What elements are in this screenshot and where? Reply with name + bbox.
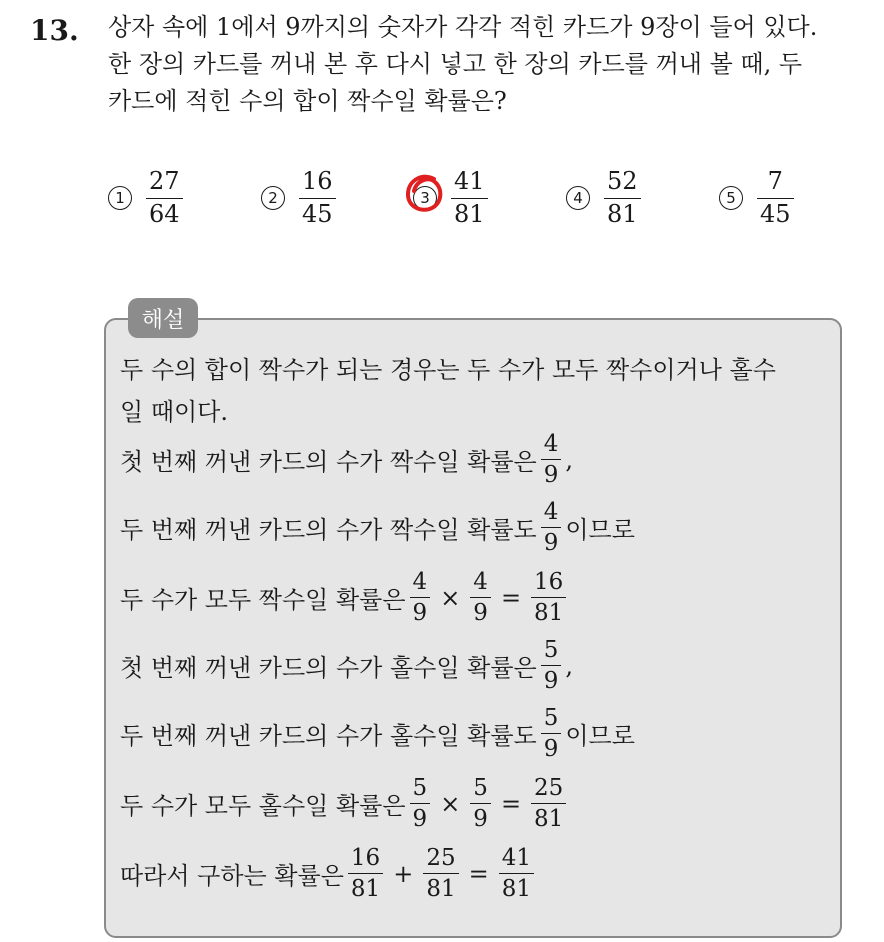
choice-number: 2 (261, 186, 285, 210)
fraction: $\frac{16}{81}$ (531, 570, 566, 625)
choice-fraction: $\frac{41}{81}$ (451, 169, 488, 226)
choice-fraction: $\frac{7}{45}$ (757, 169, 794, 226)
solution-badge: 해설 (128, 298, 198, 338)
choice-number: 5 (719, 186, 743, 210)
question-line-2: 한 장의 카드를 꺼내 본 후 다시 넣고 한 장의 카드를 꺼내 볼 때, 두 (108, 50, 803, 78)
fraction: $\frac{4}{9}$ (470, 570, 491, 625)
fraction: $\frac{16}{81}$ (348, 846, 383, 901)
choice-1[interactable] (108, 166, 183, 230)
choice-2[interactable] (261, 166, 336, 230)
solution-line-2: 일 때이다. (120, 398, 228, 426)
solution-line-9: 따라서 구하는 확률은 $\frac{16}{81}$ + $\frac{25}{81}$ = $\frac{41}{81}$ (120, 846, 538, 901)
fraction: $\frac{4}{9}$ (541, 500, 562, 555)
solution-line-3: 첫 번째 꺼낸 카드의 수가 짝수일 확률은 $\frac{4}{9}$ , (120, 431, 573, 489)
question-number: 13. (30, 14, 79, 47)
fraction: $\frac{4}{9}$ (410, 570, 431, 625)
question-line-3: 카드에 적힌 수의 합이 짝수일 확률은? (108, 87, 507, 115)
solution-line-6: 첫 번째 꺼낸 카드의 수가 홀수일 확률은 $\frac{5}{9}$ , (120, 637, 573, 695)
choice-4[interactable] (566, 166, 641, 230)
choice-fraction: $\frac{27}{64}$ (146, 169, 183, 226)
choice-number: 3 (413, 186, 437, 210)
answer-circle-mark-icon (404, 173, 446, 215)
fraction: $\frac{25}{81}$ (423, 846, 458, 901)
choice-fraction: $\frac{52}{81}$ (604, 169, 641, 226)
solution-line-8: 두 수가 모두 홀수일 확률은 $\frac{5}{9}$ × $\frac{5}{9}$ = $\frac{25}{81}$ (120, 776, 570, 831)
fraction: $\frac{5}{9}$ (541, 638, 562, 693)
fraction: $\frac{25}{81}$ (531, 776, 566, 831)
fraction: $\frac{5}{9}$ (410, 776, 431, 831)
fraction: $\frac{5}{9}$ (470, 776, 491, 831)
fraction: $\frac{4}{9}$ (541, 432, 562, 487)
choice-5[interactable] (719, 166, 794, 230)
solution-line-4: 두 번째 꺼낸 카드의 수가 짝수일 확률도 $\frac{4}{9}$ 이므로 (120, 499, 635, 557)
choice-fraction: $\frac{16}{45}$ (299, 169, 336, 226)
solution-line-7: 두 번째 꺼낸 카드의 수가 홀수일 확률도 $\frac{5}{9}$ 이므로 (120, 705, 635, 763)
solution-line-1: 두 수의 합이 짝수가 되는 경우는 두 수가 모두 짝수이거나 홀수 (120, 356, 776, 384)
fraction: $\frac{5}{9}$ (541, 706, 562, 761)
solution-line-5: 두 수가 모두 짝수일 확률은 $\frac{4}{9}$ × $\frac{4}{9}$ = $\frac{16}{81}$ (120, 570, 570, 625)
choice-number: 4 (566, 186, 590, 210)
fraction: $\frac{41}{81}$ (499, 846, 534, 901)
choice-number: 1 (108, 186, 132, 210)
question-line-1: 상자 속에 1에서 9까지의 숫자가 각각 적힌 카드가 9장이 들어 있다. (108, 13, 818, 41)
